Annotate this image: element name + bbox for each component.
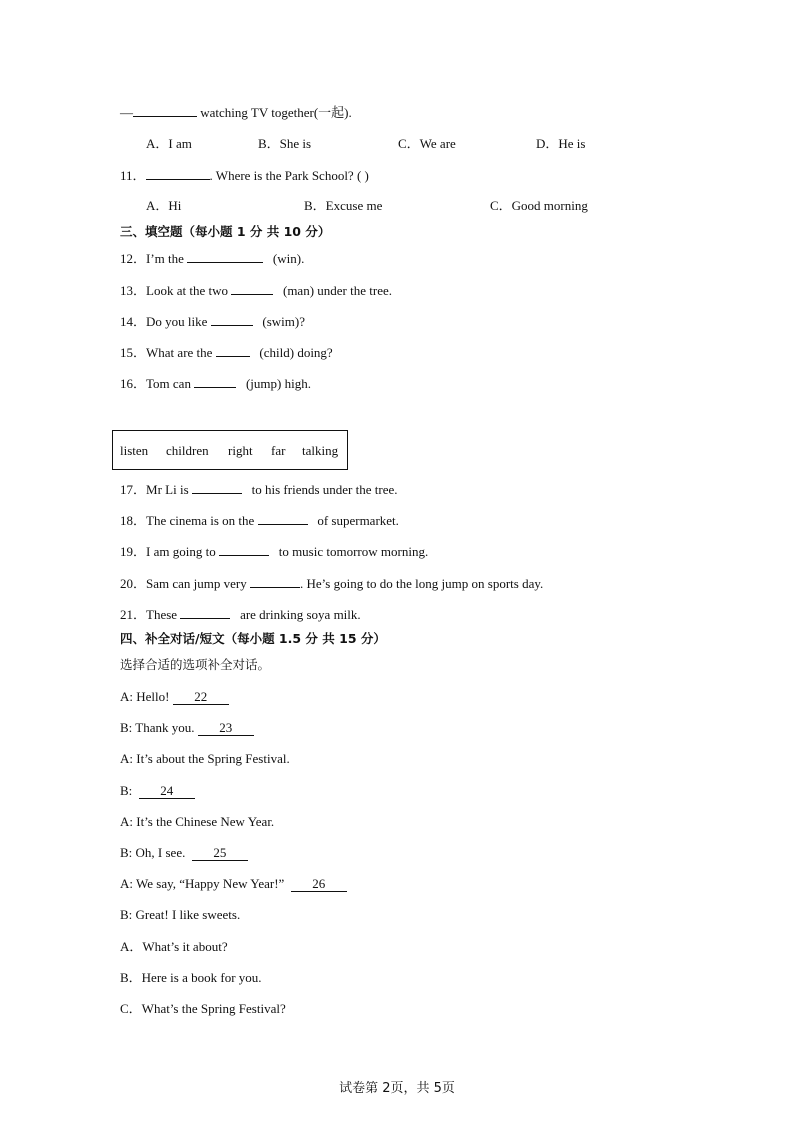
question-12: 12．I’m the (win). — [120, 251, 305, 266]
question-number: 11． — [120, 168, 146, 183]
answer-blank[interactable] — [187, 250, 263, 263]
dialogue-line: B: Great! I like sweets. — [120, 907, 241, 922]
question-19: 19．I am going to to music tomorrow morning. — [120, 544, 429, 559]
dialogue-line: A: It’s the Chinese New Year. — [120, 814, 275, 829]
word-bank-item: children — [166, 443, 209, 458]
dialogue-line: B: 24 — [120, 783, 195, 799]
question-15: 15．What are the (child) doing? — [120, 345, 333, 360]
dialogue-line: A: It’s about the Spring Festival. — [120, 751, 290, 766]
option-d: D．He is — [536, 136, 586, 151]
answer-blank[interactable] — [146, 167, 210, 180]
numbered-blank[interactable]: 23 — [198, 721, 254, 736]
dialogue-line: A: We say, “Happy New Year!” 26 — [120, 876, 347, 892]
answer-blank[interactable] — [133, 104, 197, 117]
numbered-blank[interactable]: 24 — [139, 784, 195, 799]
option-c: C．Good morning — [490, 198, 588, 213]
answer-blank[interactable] — [219, 543, 269, 556]
dialogue-line: B: Oh, I see. 25 — [120, 845, 248, 861]
option-b: B．She is — [258, 136, 312, 151]
question-18: 18．The cinema is on the of supermarket. — [120, 513, 399, 528]
page-footer: 试卷第 2页，共 5页 — [339, 1081, 455, 1096]
answer-option-a: A．What’s it about? — [120, 939, 228, 954]
answer-blank[interactable] — [211, 313, 253, 326]
question-text: watching TV together(一起). — [197, 105, 352, 120]
answer-option-b: B．Here is a book for you. — [120, 970, 262, 985]
word-bank-box — [112, 430, 348, 470]
answer-blank[interactable] — [192, 481, 242, 494]
answer-option-c: C．What’s the Spring Festival? — [120, 1001, 286, 1016]
question-16: 16．Tom can (jump) high. — [120, 376, 311, 391]
numbered-blank[interactable]: 25 — [192, 846, 248, 861]
dash: — — [120, 105, 133, 120]
answer-blank[interactable] — [194, 375, 236, 388]
dialogue-line: A: Hello! 22 — [120, 689, 229, 705]
question-20: 20．Sam can jump very . He’s going to do the long jump on sports day. — [120, 576, 544, 591]
question-text: . Where is the Park School? ( ) — [209, 168, 369, 183]
answer-blank[interactable] — [216, 344, 250, 357]
word-bank-item: talking — [302, 443, 339, 458]
word-bank-item: listen — [120, 443, 149, 458]
question-13: 13．Look at the two (man) under the tree. — [120, 283, 392, 298]
question-17: 17．Mr Li is to his friends under the tree. — [120, 482, 398, 497]
option-c: C．We are — [398, 136, 456, 151]
option-a: A．I am — [146, 136, 192, 151]
option-a: A．Hi — [146, 198, 182, 213]
dialogue-line: B: Thank you. 23 — [120, 720, 254, 736]
question-11-stem — [120, 167, 369, 184]
option-b: B．Excuse me — [304, 198, 383, 213]
section-4-instruction: 选择合适的选项补全对话。 — [120, 657, 271, 672]
question-10-stem — [120, 104, 352, 121]
word-bank-item: right — [228, 443, 253, 458]
numbered-blank[interactable]: 22 — [173, 690, 229, 705]
section-3-title: 三、填空题（每小题 1 分 共 10 分） — [120, 224, 331, 239]
answer-blank[interactable] — [231, 282, 273, 295]
answer-blank[interactable] — [258, 512, 308, 525]
question-21: 21．These are drinking soya milk. — [120, 607, 361, 622]
section-4-title: 四、补全对话/短文（每小题 1.5 分 共 15 分） — [120, 631, 386, 646]
numbered-blank[interactable]: 26 — [291, 877, 347, 892]
answer-blank[interactable] — [250, 575, 300, 588]
word-bank-item: far — [271, 443, 286, 458]
question-14: 14．Do you like (swim)? — [120, 314, 306, 329]
answer-blank[interactable] — [180, 606, 230, 619]
